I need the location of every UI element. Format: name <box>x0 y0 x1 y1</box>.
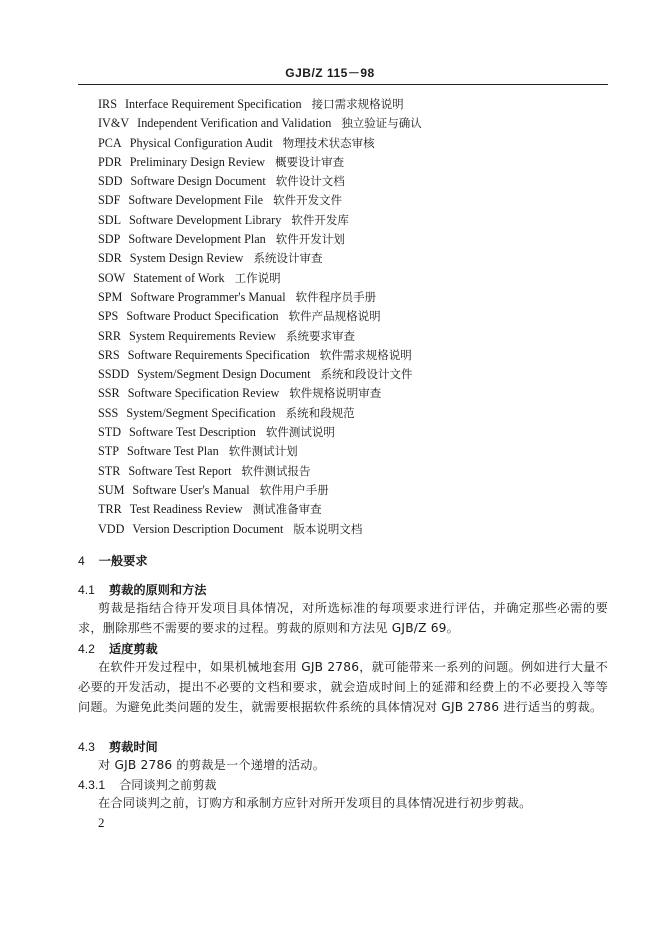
section-number: 4.2 <box>78 642 95 656</box>
abbreviation-chinese: 软件用户手册 <box>259 482 329 497</box>
abbreviation-chinese: 软件测试计划 <box>228 444 298 459</box>
section-4-3-body: 对 GJB 2786 的剪裁是一个递增的活动。 <box>98 758 326 772</box>
abbreviation-row <box>98 153 598 172</box>
header-rule <box>78 84 608 85</box>
section-4-2-heading <box>78 640 158 657</box>
abbreviation-row <box>98 520 598 539</box>
section-4-3-1-body: 在合同谈判之前，订购方和承制方应针对所开发项目的具体情况进行初步剪裁。 <box>98 796 532 810</box>
abbreviation-english: System Design Review <box>129 251 244 266</box>
section-4-heading <box>78 552 148 569</box>
abbreviation-code: SPS <box>98 309 119 324</box>
abbreviation-chinese: 测试准备审查 <box>252 502 322 517</box>
section-4-1-body: 剪裁是指结合待开发项目具体情况，对所选标准的每项要求进行评估，并确定那些必需的要求，删除那些不需要的要求的过程。剪裁的原则和方法见 GJB/Z 69。 <box>78 601 608 635</box>
abbreviation-english: System/Segment Specification <box>126 405 276 420</box>
abbreviation-english: Software Test Description <box>129 425 256 440</box>
section-title: 剪裁的原则和方法 <box>108 583 207 597</box>
abbreviation-chinese: 软件开发文件 <box>273 193 343 208</box>
abbreviation-english: Software Programmer's Manual <box>130 289 286 304</box>
abbreviation-chinese: 软件测试说明 <box>265 425 335 440</box>
abbreviation-chinese: 系统和段规范 <box>285 405 355 420</box>
abbreviation-english: Software Product Specification <box>126 309 279 324</box>
abbreviation-english: Interface Requirement Specification <box>124 97 302 111</box>
abbreviation-chinese: 物理技术状态审核 <box>282 135 375 150</box>
abbreviation-code: SPM <box>98 289 123 304</box>
abbreviation-row <box>98 365 598 384</box>
abbreviation-code: PCA <box>98 135 122 150</box>
abbreviation-row <box>98 114 598 133</box>
abbreviation-code: SDP <box>98 232 121 247</box>
section-4-1-heading <box>78 581 206 598</box>
abbreviation-row <box>98 211 598 230</box>
abbreviation-english: Test Readiness Review <box>129 502 243 517</box>
page-number: 2 <box>98 815 105 830</box>
abbreviation-code: SSS <box>98 405 119 420</box>
abbreviation-list <box>98 95 598 539</box>
abbreviation-english: Software User's Manual <box>132 482 250 497</box>
abbreviation-row <box>98 191 598 210</box>
abbreviation-english: Independent Verification and Validation <box>137 116 332 131</box>
abbreviation-english: Statement of Work <box>133 270 225 285</box>
abbreviation-chinese: 概要设计审查 <box>275 154 345 169</box>
abbreviation-row <box>98 327 598 346</box>
abbreviation-row <box>98 95 598 114</box>
section-title: 合同谈判之前剪裁 <box>119 778 217 792</box>
abbreviation-english: Preliminary Design Review <box>129 154 266 169</box>
abbreviation-english: Software Development Plan <box>128 232 266 247</box>
abbreviation-row <box>98 462 598 481</box>
abbreviation-code: SDL <box>98 212 122 227</box>
abbreviation-row <box>98 307 598 326</box>
abbreviation-row <box>98 442 598 461</box>
abbreviation-english: Software Design Document <box>130 174 266 189</box>
abbreviation-row <box>98 423 598 442</box>
abbreviation-chinese: 软件规格说明审查 <box>289 386 382 401</box>
abbreviation-code: VDD <box>98 521 125 536</box>
abbreviation-code: PDR <box>98 154 122 169</box>
abbreviation-row <box>98 384 598 403</box>
abbreviation-code: SSR <box>98 386 120 401</box>
abbreviation-english: Software Test Plan <box>127 444 219 459</box>
abbreviation-chinese: 软件设计文档 <box>275 174 345 189</box>
abbreviation-code: IV&V <box>98 116 130 131</box>
abbreviation-code: SSDD <box>98 367 130 382</box>
abbreviation-code: STD <box>98 425 122 440</box>
section-4-2-body: 在软件开发过程中，如果机械地套用 GJB 2786，就可能带来一系列的问题。例如进行大量不必要的开发活动，提出不必要的文档和要求，就会造成时间上的延滞和经费上的不必要投入等等问题。为避免此类问题的发生，就需要根据软件系统的具体情况对 GJB 2786 进行适当的剪裁。 <box>78 660 608 714</box>
abbreviation-chinese: 独立验证与确认 <box>341 116 422 131</box>
abbreviation-english: Physical Configuration Audit <box>129 135 273 150</box>
section-number: 4.1 <box>78 583 95 597</box>
section-title: 适度剪裁 <box>108 642 158 656</box>
abbreviation-row <box>98 134 598 153</box>
abbreviation-row <box>98 172 598 191</box>
abbreviation-english: System/Segment Design Document <box>137 367 311 382</box>
abbreviation-code: SDD <box>98 174 123 189</box>
section-number: 4.3 <box>78 740 95 754</box>
abbreviation-code: TRR <box>98 502 122 517</box>
abbreviation-chinese: 系统设计审查 <box>253 251 323 266</box>
abbreviation-chinese: 工作说明 <box>234 270 281 285</box>
abbreviation-code: SDR <box>98 251 122 266</box>
abbreviation-chinese: 软件测试报告 <box>241 463 311 478</box>
abbreviation-english: System Requirements Review <box>129 328 276 343</box>
abbreviation-code: IRS <box>98 97 117 111</box>
abbreviation-english: Software Specification Review <box>127 386 280 401</box>
section-number: 4.3.1 <box>78 778 106 792</box>
abbreviation-chinese: 软件程序员手册 <box>295 289 377 304</box>
abbreviation-code: SOW <box>98 270 126 285</box>
abbreviation-chinese: 系统和段设计文件 <box>320 367 413 382</box>
abbreviation-code: SUM <box>98 482 125 497</box>
abbreviation-chinese: 系统要求审查 <box>285 328 355 343</box>
abbreviation-chinese: 版本说明文档 <box>293 521 363 536</box>
abbreviation-chinese: 接口需求规格说明 <box>311 97 404 111</box>
abbreviation-row <box>98 500 598 519</box>
abbreviation-code: STP <box>98 444 120 459</box>
abbreviation-english: Software Test Report <box>128 463 232 478</box>
section-4-3-1-heading <box>78 776 217 793</box>
abbreviation-code: SRR <box>98 328 122 343</box>
abbreviation-row <box>98 288 598 307</box>
abbreviation-chinese: 软件开发库 <box>291 212 349 227</box>
abbreviation-code: SDF <box>98 193 121 208</box>
abbreviation-chinese: 软件产品规格说明 <box>288 309 381 324</box>
abbreviation-chinese: 软件开发计划 <box>275 232 345 247</box>
abbreviation-code: STR <box>98 463 121 478</box>
section-number: 4 <box>78 554 85 568</box>
document-code-header: GJB/Z 115－98 <box>285 66 375 80</box>
section-title: 一般要求 <box>98 554 148 568</box>
abbreviation-row <box>98 249 598 268</box>
abbreviation-row <box>98 346 598 365</box>
abbreviation-chinese: 软件需求规格说明 <box>319 347 412 362</box>
section-title: 剪裁时间 <box>108 740 158 754</box>
abbreviation-english: Software Development File <box>128 193 264 208</box>
abbreviation-row <box>98 230 598 249</box>
abbreviation-row <box>98 481 598 500</box>
section-4-3-heading <box>78 738 158 755</box>
abbreviation-row <box>98 269 598 288</box>
abbreviation-code: SRS <box>98 347 120 362</box>
abbreviation-english: Software Development Library <box>129 212 282 227</box>
abbreviation-english: Software Requirements Specification <box>127 347 310 362</box>
abbreviation-english: Version Description Document <box>132 521 284 536</box>
abbreviation-row <box>98 404 598 423</box>
